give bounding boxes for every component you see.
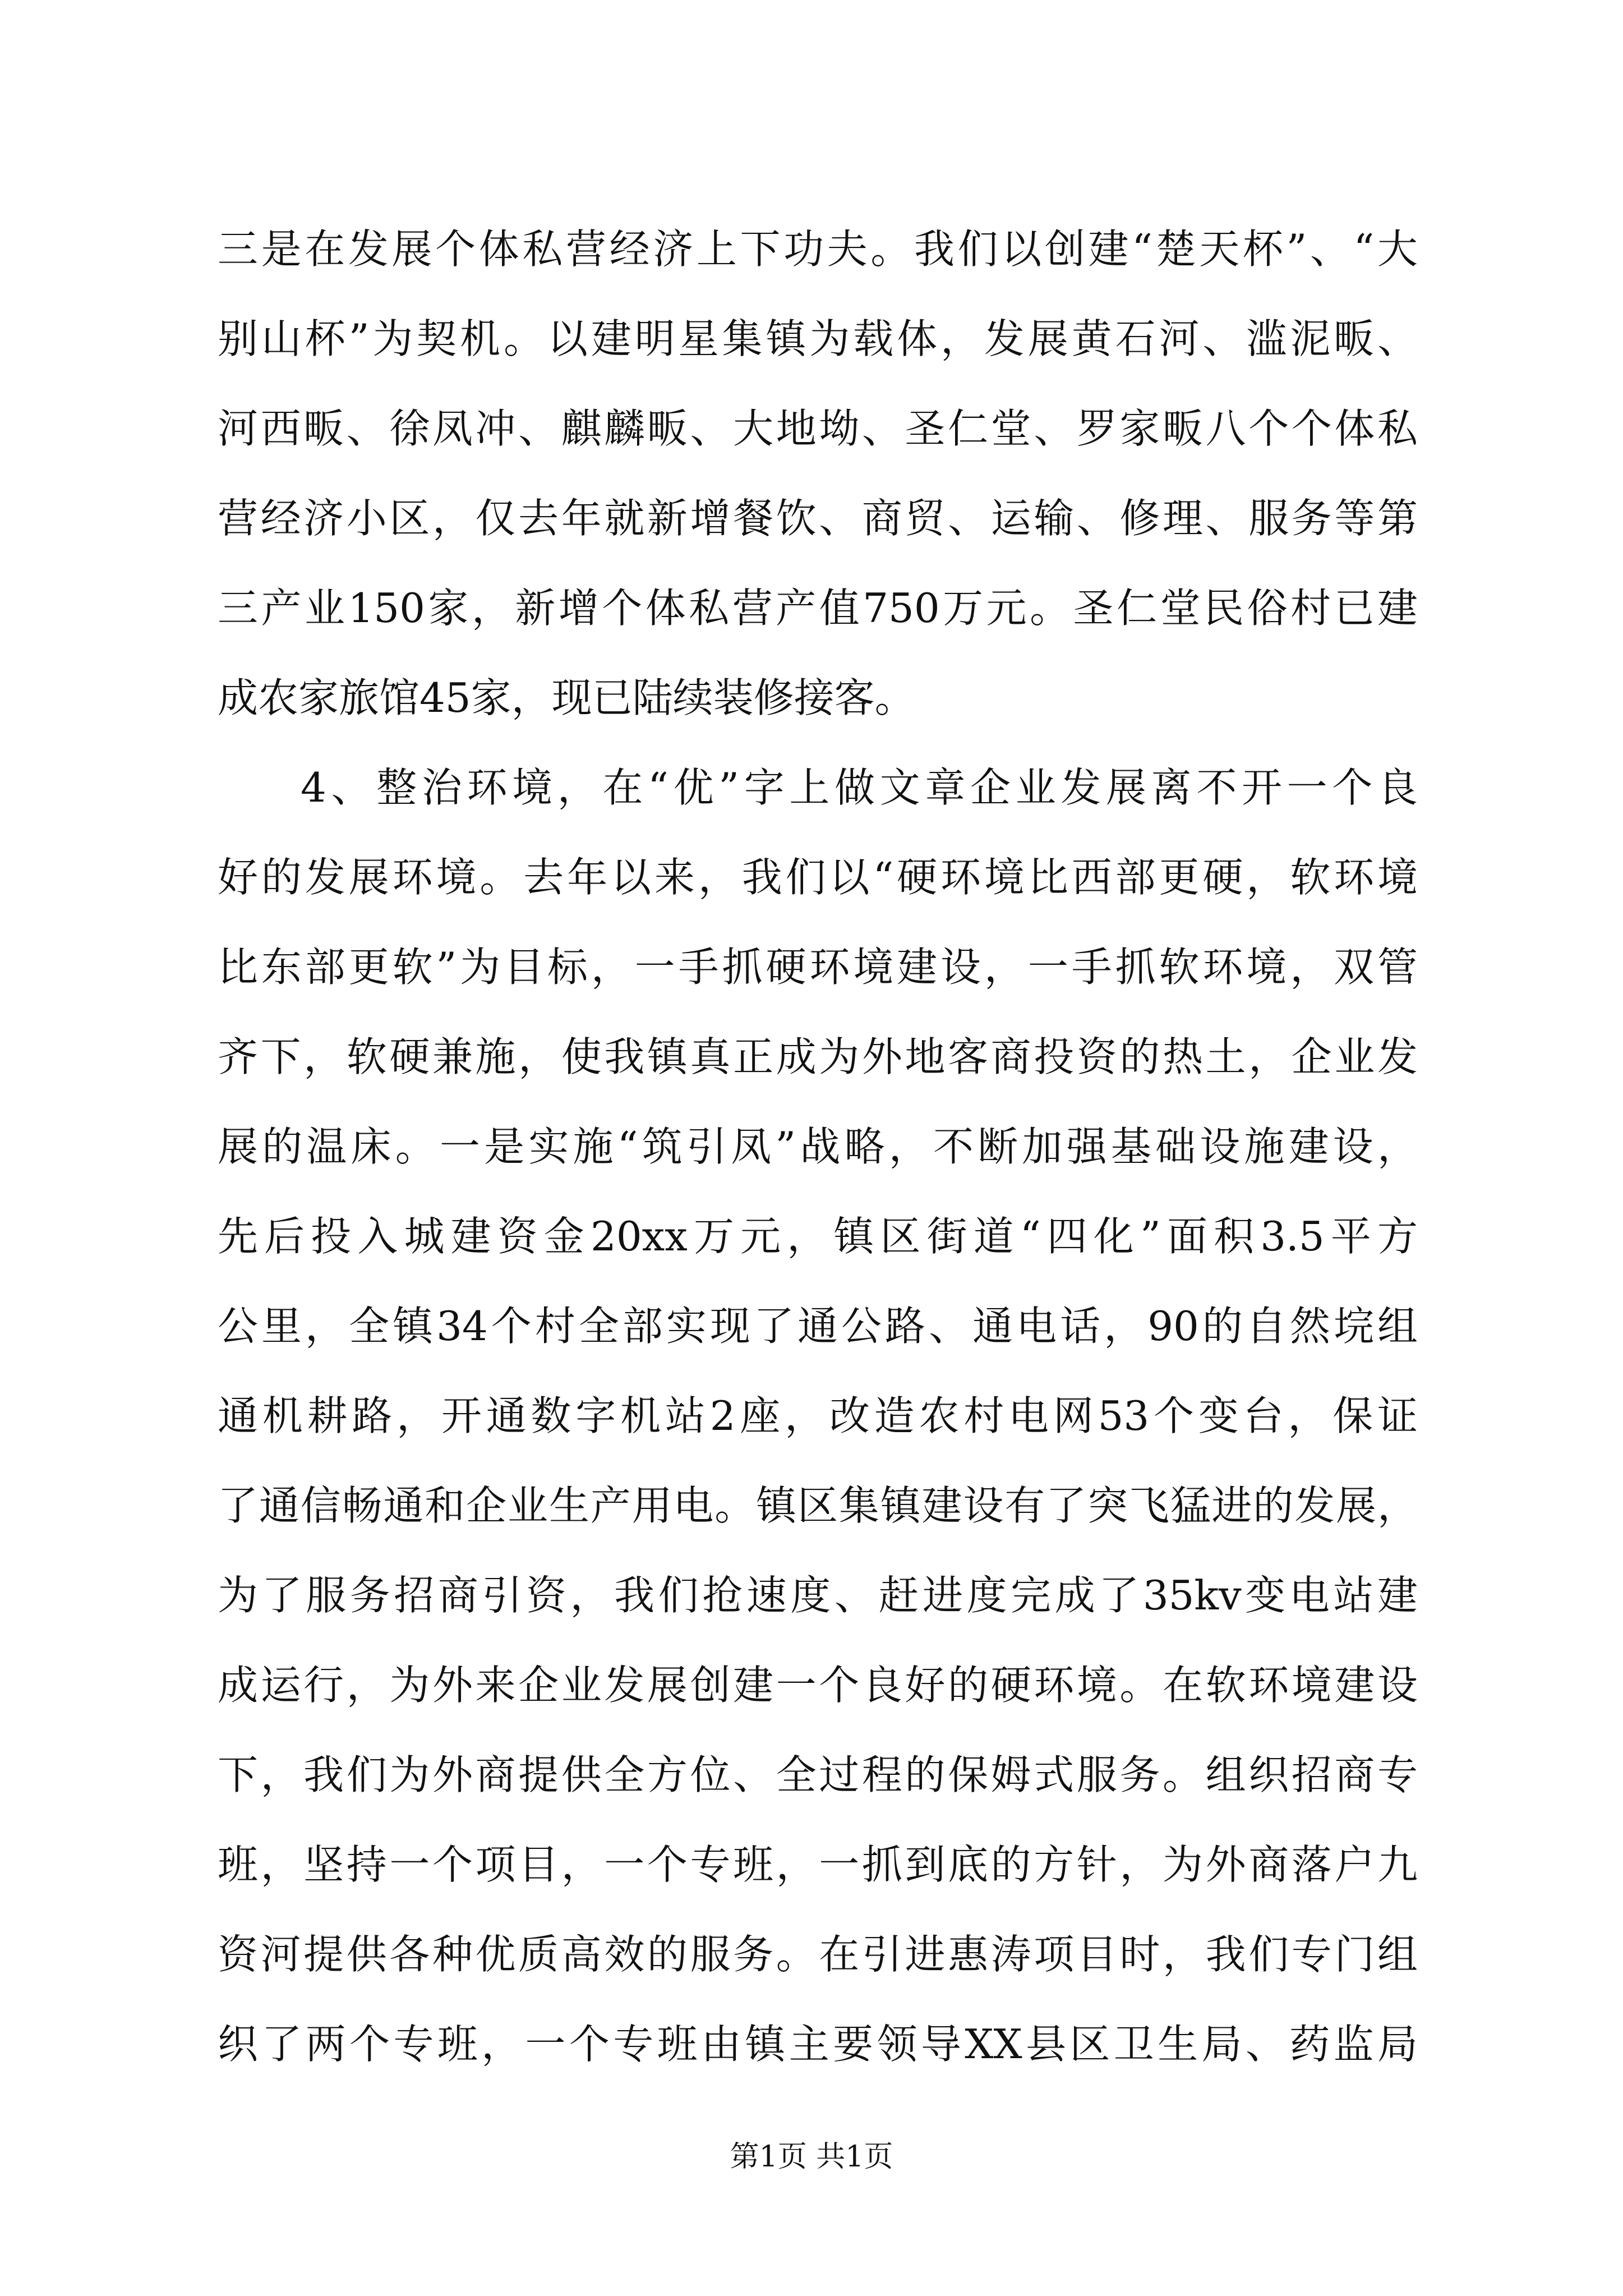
text-line: 别山杯”为契机。以建明星集镇为载体，发展黄石河、滥泥畈、 [218, 315, 1418, 362]
text-line: 班，坚持一个项目，一个专班，一抓到底的方针，为外商落户九 [218, 1841, 1418, 1888]
text-line: 织了两个专班，一个专班由镇主要领导XX县区卫生局、药监局 [218, 2021, 1418, 2068]
text-line: 公里，全镇34个村全部实现了通公路、通电话，90的自然垸组 [218, 1303, 1418, 1350]
paragraph-first-line: 4、整治环境，在“优”字上做文章企业发展离不开一个良 [301, 764, 1418, 811]
text-line: 成运行，为外来企业发展创建一个良好的硬环境。在软环境建设 [218, 1662, 1418, 1709]
page-number: 第1页 共1页 [730, 2140, 893, 2174]
text-line: 三是在发展个体私营经济上下功夫。我们以创建“楚天杯”、“大 [218, 226, 1418, 273]
text-line: 三产业150家，新增个体私营产值750万元。圣仁堂民俗村已建 [218, 585, 1418, 632]
text-line: 为了服务招商引资，我们抢速度、赶进度完成了35kv变电站建 [218, 1572, 1418, 1619]
text-line: 了通信畅通和企业生产用电。镇区集镇建设有了突飞猛进的发展， [218, 1482, 1418, 1529]
text-line: 比东部更软”为目标，一手抓硬环境建设，一手抓软环境，双管 [218, 944, 1418, 991]
text-line: 先后投入城建资金20xx万元，镇区街道“四化”面积3.5平方 [218, 1213, 1418, 1260]
page-footer [0, 2134, 1623, 2179]
text-line: 通机耕路，开通数字机站2座，改造农村电网53个变台，保证 [218, 1392, 1418, 1439]
text-line: 资河提供各种优质高效的服务。在引进惠涛项目时，我们专门组 [218, 1931, 1418, 1978]
text-line: 成农家旅馆45家，现已陆续装修接客。 [218, 674, 915, 721]
text-line: 河西畈、徐凤冲、麒麟畈、大地坳、圣仁堂、罗家畈八个个体私 [218, 405, 1418, 452]
text-line: 齐下，软硬兼施，使我镇真正成为外地客商投资的热土，企业发 [218, 1033, 1418, 1080]
text-line: 好的发展环境。去年以来，我们以“硬环境比西部更硬，软环境 [218, 854, 1418, 901]
text-line: 展的温床。一是实施“筑引凤”战略，不断加强基础设施建设， [218, 1123, 1418, 1170]
text-line: 营经济小区，仅去年就新增餐饮、商贸、运输、修理、服务等第 [218, 495, 1418, 542]
text-line: 下，我们为外商提供全方位、全过程的保姆式服务。组织招商专 [218, 1751, 1418, 1798]
